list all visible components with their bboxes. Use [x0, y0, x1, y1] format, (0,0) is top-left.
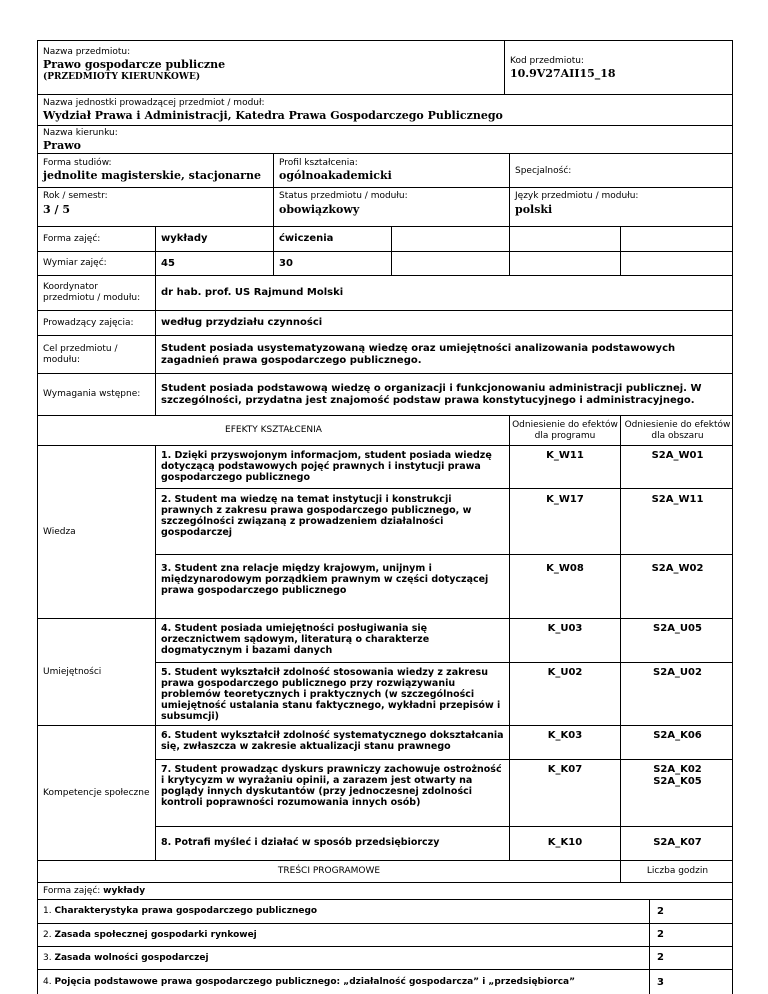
year-label: Rok / semestr:: [43, 191, 108, 201]
effect-text: 3. Student zna relacje między krajowym, unijnym i międzynarodowym porządkiem prawnym w części dotyczącej prawa gospodarczego publicznego: [161, 563, 489, 596]
effect-text: 5. Student wykształcił zdolność stosowania wiedzy z zakresu prawa gospodarczego publicznego przy rozwiązywaniu problemów teoretycznych i praktycznych (w szczególności umiejętność ustalania stanu faktycznego, wykładni przepisów i subsumcji): [161, 667, 501, 722]
course-name: Prawo gospodarcze publiczne: [43, 58, 226, 71]
course-name-label: Nazwa przedmiotu:: [43, 47, 131, 57]
effect-program: K_K07: [547, 764, 583, 775]
effect-area: S2A_U02: [653, 667, 702, 678]
effect-row: [155, 619, 733, 663]
effect-area-cell: [620, 489, 733, 554]
study-form-cell: [38, 154, 273, 187]
effect-row: [155, 760, 733, 827]
prereq-label-cell: [38, 374, 155, 415]
unit-label: Nazwa jednostki prowadzącej przedmiot / moduł:: [43, 98, 265, 108]
hours-lecture-cell: [155, 252, 273, 275]
form-exercise-cell: [273, 227, 391, 251]
topic-title: Zasada wolności gospodarczej: [54, 952, 209, 963]
topic-row: [38, 900, 732, 924]
profile: ogólnoakademicki: [279, 169, 392, 182]
effect-text: 1. Dzięki przyswojonym informacjom, student posiada wiedzę dotyczącą podstawowych pojęć prawnych i instytucji prawa gospodarczego publicznego: [161, 450, 492, 483]
content-hours-header: Liczba godzin: [646, 866, 709, 876]
group-competences: Kompetencje społeczne: [43, 787, 150, 798]
effect-area-secondary: S2A_K05: [653, 776, 702, 787]
effect-text: 2. Student ma wiedzę na temat instytucji i konstrukcji prawnych z zakresu prawa gospodarczego publicznego, w szczególności związaną z prowadzeniem działalności gospodarczej: [161, 494, 472, 538]
course-group: (PRZEDMIOTY KIERUNKOWE): [43, 72, 201, 82]
form-lecture-cell: [155, 227, 273, 251]
status-cell: [273, 188, 509, 226]
effect-area: S2A_W01: [651, 450, 704, 461]
effect-program-cell: [509, 726, 620, 759]
topic-title-cell: [38, 947, 649, 969]
topic-row: [38, 924, 732, 947]
year: 3 / 5: [43, 203, 70, 216]
effect-row: [155, 489, 733, 555]
effect-text-cell: [155, 489, 509, 554]
topic-row: [38, 970, 732, 994]
topic-title-cell: [38, 900, 649, 923]
teachers-label: Prowadzący zajęcia:: [43, 317, 134, 328]
form-empty-3: [620, 227, 733, 251]
study-form-row: [38, 154, 732, 188]
effect-text-cell: [155, 726, 509, 759]
effect-program: K_K03: [547, 730, 583, 741]
effect-area: S2A_K06: [653, 730, 702, 741]
effect-area: S2A_K02: [653, 764, 702, 775]
form-lecture: wykłady: [161, 233, 208, 244]
group-skills: Umiejętności: [43, 666, 102, 677]
effect-program: K_W08: [546, 563, 584, 574]
effect-program: K_U03: [547, 623, 583, 634]
effect-text: 7. Student prowadząc dyskurs prawniczy zachowuje ostrożność i krytycyzm w wyrażaniu opinii, a zarazem jest otwarty na poglądy innych dyskutantów (przy jednoczesnej zdolności kontroli poprawności rozumowania innych osób): [161, 764, 502, 808]
year-cell: [38, 188, 273, 226]
class-form-label: Forma zajęć:: [43, 233, 101, 244]
hours-exercise-cell: [273, 252, 391, 275]
effects-header-row: [38, 416, 732, 446]
hours-label-cell: [38, 252, 155, 275]
goal: Student posiada usystematyzowaną wiedzę oraz umiejętności analizowania podstawowych zagadnień prawa gospodarczego publicznego.: [161, 342, 676, 366]
effect-program: K_W17: [546, 494, 584, 505]
content-header-row: [38, 861, 732, 883]
topic-title: Pojęcia podstawowe prawa gospodarczego publicznego: „działalność gospodarcza” i „przedsiębiorca”: [54, 977, 576, 987]
effect-text-cell: [155, 619, 509, 662]
coordinator-row: [38, 276, 732, 311]
coordinator: dr hab. prof. US Rajmund Molski: [161, 287, 344, 298]
topic-title: Charakterystyka prawa gospodarczego publicznego: [54, 906, 318, 916]
teachers-row: [38, 311, 732, 336]
effect-text-cell: [155, 827, 509, 860]
coordinator-label: Koordynator przedmiotu / modułu:: [43, 282, 141, 303]
profile-cell: [273, 154, 509, 187]
topic-number: 4.: [43, 977, 55, 987]
topic-hours: 2: [657, 905, 664, 917]
effect-text-cell: [155, 760, 509, 826]
effect-program-cell: [509, 827, 620, 860]
hours-empty-2: [509, 252, 620, 275]
topic-hours: 3: [657, 976, 664, 988]
goal-label: Cel przedmiotu / modułu:: [43, 343, 118, 365]
teachers-label-cell: [38, 311, 155, 335]
coordinator-cell: [155, 276, 733, 310]
form-empty-2: [509, 227, 620, 251]
group-knowledge: Wiedza: [43, 526, 76, 537]
hours-exercise: 30: [279, 257, 293, 269]
class-form-row: [38, 227, 732, 252]
content-form-value: wykłady: [103, 886, 146, 896]
effect-program-cell: [509, 489, 620, 554]
effect-row: [155, 827, 733, 861]
group-knowledge-cell: [38, 446, 155, 619]
hours-row: [38, 252, 732, 276]
topic-hours: 2: [657, 929, 664, 940]
prereq-label: Wymagania wstępne:: [43, 389, 141, 399]
content-form-prefix: Forma zajęć:: [43, 886, 104, 896]
prereq: Student posiada podstawową wiedzę o organizacji i funkcjonowaniu administracji publicznej. W szczególności, przydatna jest znajomość podstaw prawa konstytucyjnego i administracyjnego.: [161, 382, 702, 406]
effect-area: S2A_W11: [651, 494, 704, 505]
effect-area-cell: [620, 663, 733, 725]
effect-area-cell: [620, 726, 733, 759]
course-code-label: Kod przedmiotu:: [510, 56, 584, 66]
effect-text: 6. Student wykształcił zdolność systematycznego dokształcania się, zwłaszcza w zakresie aktualizacji stanu prawnego: [161, 730, 504, 752]
effect-program: K_K10: [547, 837, 583, 848]
effect-area-cell: [620, 619, 733, 662]
hours-empty-3: [620, 252, 733, 275]
language-label: Język przedmiotu / modułu:: [515, 191, 639, 201]
effect-text: 4. Student posiada umiejętności posługiwania się orzecznictwem sądowym, literaturą o charakterze dogmatycznym i bazami danych: [161, 623, 430, 656]
field-row: [38, 126, 732, 154]
status-label: Status przedmiotu / modułu:: [279, 191, 408, 201]
effect-row: [155, 555, 733, 619]
hours-label: Wymiar zajęć:: [43, 258, 107, 268]
profile-label: Profil kształcenia:: [279, 158, 358, 168]
topic-row: [38, 947, 732, 970]
effect-area-cell: [620, 827, 733, 860]
study-form: jednolite magisterskie, stacjonarne: [43, 169, 261, 182]
form-exercise: ćwiczenia: [279, 233, 334, 244]
effects-title-cell: [38, 416, 509, 445]
class-form-label-cell: [38, 227, 155, 251]
course-name-row: [38, 41, 732, 95]
teachers: według przydziału czynności: [161, 317, 323, 328]
topic-hours-cell: [649, 970, 733, 994]
specialty-cell: [509, 154, 733, 187]
effect-area: S2A_K07: [653, 837, 702, 848]
topic-hours-cell: [649, 947, 733, 969]
goal-row: [38, 336, 732, 374]
specialty-label: Specjalność:: [515, 166, 572, 176]
effects-program-header: Odniesienie do efektów dla programu: [512, 419, 618, 441]
topic-title-cell: [38, 924, 649, 946]
topic-title: Zasada społecznej gospodarki rynkowej: [54, 929, 257, 940]
effects-program-col: [509, 416, 620, 445]
effect-text-cell: [155, 663, 509, 725]
content-hours-header-cell: [620, 861, 733, 882]
effects-area-header: Odniesienie do efektów dla obszaru: [624, 419, 731, 441]
effect-area-cell: [620, 555, 733, 618]
course-code: 10.9V27AII15_18: [510, 67, 616, 80]
group-competences-cell: [38, 726, 155, 861]
effect-area-cell: [620, 446, 733, 488]
field-name: Prawo: [43, 139, 82, 152]
effect-text-cell: [155, 446, 509, 488]
effect-program-cell: [509, 555, 620, 618]
effect-area: S2A_W02: [651, 563, 704, 574]
effect-program-cell: [509, 760, 620, 826]
year-row: [38, 188, 732, 227]
course-card: [37, 40, 733, 994]
topic-hours-cell: [649, 900, 733, 923]
course-name-cell: [38, 41, 504, 94]
goal-cell: [155, 336, 733, 373]
effect-row: [155, 726, 733, 760]
effect-program-cell: [509, 619, 620, 662]
unit-name: Wydział Prawa i Administracji, Katedra Prawa Gospodarczego Publicznego: [43, 109, 503, 122]
hours-empty-1: [391, 252, 509, 275]
field-label: Nazwa kierunku:: [43, 128, 118, 138]
topic-number: 2.: [43, 929, 55, 940]
status: obowiązkowy: [279, 203, 360, 216]
effect-program-cell: [509, 446, 620, 488]
effect-text-cell: [155, 555, 509, 618]
teachers-cell: [155, 311, 733, 335]
language-cell: [509, 188, 733, 226]
effect-program-cell: [509, 663, 620, 725]
prereq-cell: [155, 374, 733, 415]
unit-row: [38, 95, 732, 126]
goal-label-cell: [38, 336, 155, 373]
study-form-label: Forma studiów:: [43, 158, 112, 168]
effects-area-col: [620, 416, 733, 445]
topic-hours-cell: [649, 924, 733, 946]
effect-area-cell: [620, 760, 733, 826]
language: polski: [515, 203, 553, 216]
topic-number: 1.: [43, 906, 55, 916]
form-empty-1: [391, 227, 509, 251]
hours-lecture: 45: [161, 257, 175, 269]
prereq-row: [38, 374, 732, 416]
content-form-row: [38, 883, 732, 900]
topic-title-cell: [38, 970, 649, 994]
effect-row: [155, 446, 733, 489]
topic-number: 3.: [43, 952, 55, 963]
group-skills-cell: [38, 619, 155, 726]
effect-area: S2A_U05: [653, 623, 702, 634]
content-title: TREŚCI PROGRAMOWE: [277, 866, 381, 876]
effect-program: K_U02: [547, 667, 583, 678]
coordinator-label-cell: [38, 276, 155, 310]
content-form: [43, 886, 727, 897]
effect-row: [155, 663, 733, 726]
effect-program: K_W11: [546, 450, 584, 461]
content-title-cell: [38, 861, 620, 882]
topic-hours: 2: [657, 952, 664, 963]
effects-title: EFEKTY KSZTAŁCENIA: [225, 425, 322, 435]
effect-text: 8. Potrafi myśleć i działać w sposób przedsiębiorczy: [161, 837, 440, 848]
course-code-cell: [504, 41, 733, 94]
